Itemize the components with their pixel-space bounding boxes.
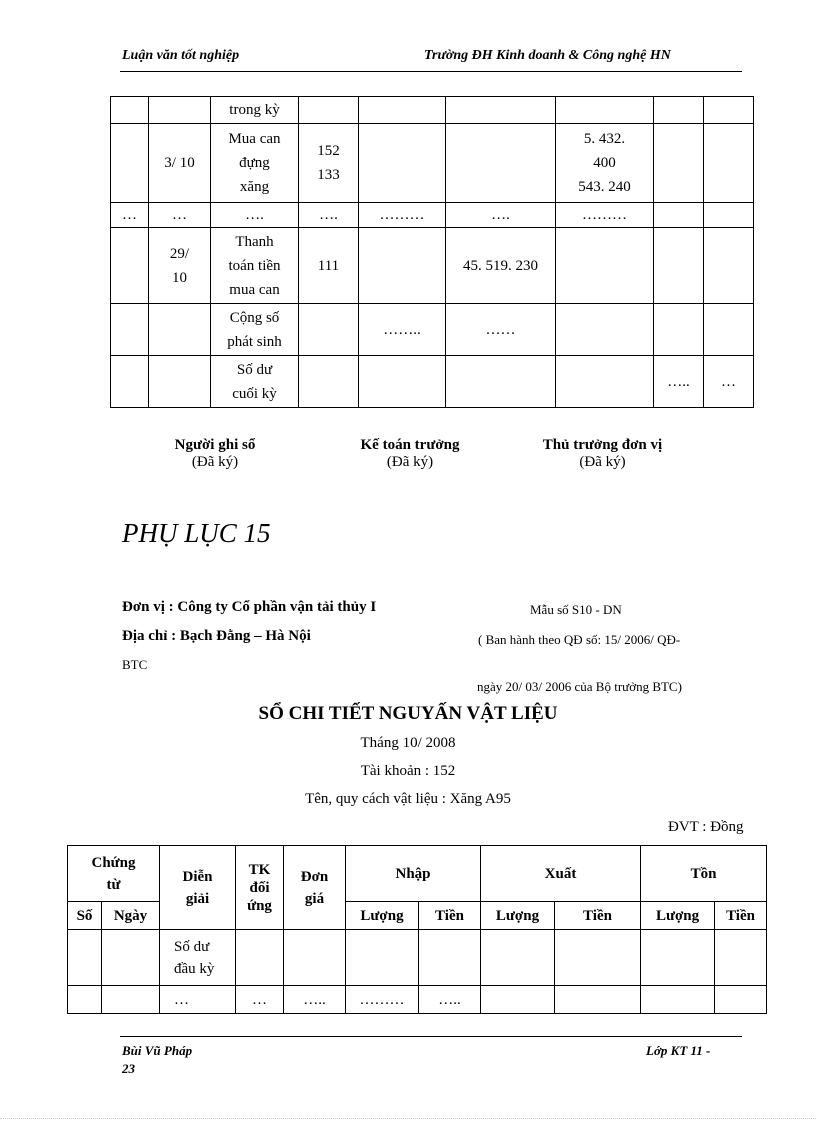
ledger-month: Tháng 10/ 2008 xyxy=(360,735,456,751)
table-cell xyxy=(704,124,754,203)
table-cell xyxy=(346,930,419,986)
table-row xyxy=(68,986,767,1014)
table-cell: …. xyxy=(446,203,556,228)
table-cell: … xyxy=(236,986,284,1014)
issued-line-3: ngày 20/ 03/ 2006 của Bộ trưởng BTC) xyxy=(477,679,682,694)
header-divider xyxy=(120,71,742,72)
table-cell: 3/ 10 xyxy=(149,124,211,203)
table-cell: Số dư đầu kỳ xyxy=(160,930,236,986)
footer-divider xyxy=(120,1036,742,1037)
table-row xyxy=(111,228,754,304)
table-cell xyxy=(359,356,446,408)
table-cell: ….. xyxy=(654,356,704,408)
table-cell xyxy=(715,930,767,986)
header-import: Nhập xyxy=(346,846,481,902)
issued-line-2: BTC xyxy=(122,657,148,672)
table-row xyxy=(111,203,754,228)
table-cell: … xyxy=(111,203,149,228)
table-cell xyxy=(555,930,641,986)
signature-note: (Đã ký) xyxy=(191,454,239,470)
table-cell xyxy=(654,203,704,228)
table-cell xyxy=(284,930,346,986)
table-cell: … xyxy=(704,356,754,408)
table-cell: ….. xyxy=(284,986,346,1014)
table-cell xyxy=(556,228,654,304)
header-stock-amount: Tiền xyxy=(715,902,767,930)
table-cell: …….. xyxy=(359,304,446,356)
table-cell xyxy=(704,304,754,356)
page-edge xyxy=(0,1118,816,1119)
table-cell: 152 133 xyxy=(299,124,359,203)
table-cell xyxy=(654,124,704,203)
table-cell: 29/ 10 xyxy=(149,228,211,304)
company-address: Địa chỉ : Bạch Đằng – Hà Nội xyxy=(122,628,311,644)
table-cell xyxy=(481,986,555,1014)
table-cell xyxy=(111,356,149,408)
table-cell: ……… xyxy=(556,203,654,228)
table-cell xyxy=(446,124,556,203)
table-cell xyxy=(102,930,160,986)
table-cell xyxy=(236,930,284,986)
header-left: Luận văn tốt nghiệp xyxy=(122,48,240,63)
table-cell xyxy=(111,228,149,304)
header-stock: Tồn xyxy=(641,846,767,902)
table-cell xyxy=(555,986,641,1014)
header-price: Đơn giá xyxy=(284,846,346,930)
signature-note: (Đã ký) xyxy=(579,454,626,470)
table-cell xyxy=(359,97,446,124)
table-cell: …. xyxy=(211,203,299,228)
table-cell xyxy=(149,304,211,356)
table-cell xyxy=(111,124,149,203)
table-cell xyxy=(446,356,556,408)
table-cell: 5. 432. 400 543. 240 xyxy=(556,124,654,203)
table-cell: … xyxy=(149,203,211,228)
table-row xyxy=(111,124,754,203)
table-cell xyxy=(654,304,704,356)
header-no: Số xyxy=(68,902,102,930)
table-cell: 111 xyxy=(299,228,359,304)
table-row xyxy=(68,930,767,986)
table-cell xyxy=(111,304,149,356)
signature-title: Người ghi sổ xyxy=(174,437,256,453)
signature-note: (Đã ký) xyxy=(386,454,434,470)
table-cell xyxy=(359,228,446,304)
header-account: TK đối ứng xyxy=(236,846,284,930)
ledger-table-body xyxy=(111,97,754,408)
signature-title: Thủ trưởng đơn vị xyxy=(542,437,663,453)
table-cell xyxy=(556,304,654,356)
footer-author: Bùi Vũ Pháp xyxy=(122,1043,193,1058)
table-row xyxy=(111,97,754,124)
table-cell xyxy=(715,986,767,1014)
footer-page-number: 23 xyxy=(122,1061,135,1076)
ledger-title: SỔ CHI TIẾT NGUYẤN VẬT LIỆU xyxy=(258,703,558,724)
table-row xyxy=(111,304,754,356)
footer-class: Lớp KT 11 - xyxy=(646,1043,711,1058)
currency-unit: ĐVT : Đồng xyxy=(668,819,744,835)
table-cell xyxy=(481,930,555,986)
header-stock-qty: Lượng xyxy=(641,902,715,930)
header-export: Xuất xyxy=(481,846,641,902)
ledger-table-continued xyxy=(110,96,754,408)
table-cell xyxy=(149,97,211,124)
material-ledger-table xyxy=(67,845,767,1014)
ledger-account: Tài khoản : 152 xyxy=(360,763,456,779)
table-cell xyxy=(419,930,481,986)
signature-recorder xyxy=(140,437,290,471)
table-cell xyxy=(68,930,102,986)
table-cell: …… xyxy=(446,304,556,356)
table-cell xyxy=(704,228,754,304)
header-description: Diễn giải xyxy=(160,846,236,930)
table-cell: … xyxy=(160,986,236,1014)
table-cell xyxy=(641,986,715,1014)
signature-title: Kế toán trưởng xyxy=(360,437,460,453)
table-cell xyxy=(68,986,102,1014)
table-cell: Mua can đựng xăng xyxy=(211,124,299,203)
table-cell xyxy=(111,97,149,124)
appendix-title: PHỤ LỤC 15 xyxy=(122,518,271,548)
table-cell xyxy=(556,97,654,124)
signature-unit-head xyxy=(515,437,690,471)
table-cell: …. xyxy=(299,203,359,228)
header-import-qty: Lượng xyxy=(346,902,419,930)
ledger-material: Tên, quy cách vật liệu : Xăng A95 xyxy=(305,791,511,807)
table-cell: Cộng số phát sinh xyxy=(211,304,299,356)
table-cell: trong kỳ xyxy=(211,97,299,124)
company-unit: Đơn vị : Công ty Cổ phần vận tải thủy I xyxy=(122,599,377,615)
table-cell xyxy=(299,304,359,356)
table-cell: 45. 519. 230 xyxy=(446,228,556,304)
table-cell: ….. xyxy=(419,986,481,1014)
form-number: Mẫu số S10 - DN xyxy=(530,602,622,617)
table-cell xyxy=(654,97,704,124)
table-cell: ……… xyxy=(359,203,446,228)
table-cell: Số dư cuối kỳ xyxy=(211,356,299,408)
table-row xyxy=(111,356,754,408)
header-date: Ngày xyxy=(102,902,160,930)
material-ledger-body xyxy=(68,930,767,1014)
table-cell: ……… xyxy=(346,986,419,1014)
header-voucher: Chứng từ xyxy=(68,846,160,902)
table-cell xyxy=(654,228,704,304)
table-cell xyxy=(102,986,160,1014)
table-cell xyxy=(641,930,715,986)
table-cell xyxy=(299,356,359,408)
table-cell xyxy=(556,356,654,408)
header-right: Trường ĐH Kinh doanh & Công nghệ HN xyxy=(424,48,671,63)
issued-line-1: ( Ban hành theo QĐ số: 15/ 2006/ QĐ- xyxy=(478,632,681,647)
header-import-amount: Tiền xyxy=(419,902,481,930)
header-export-qty: Lượng xyxy=(481,902,555,930)
table-cell xyxy=(704,203,754,228)
table-cell xyxy=(299,97,359,124)
table-cell xyxy=(359,124,446,203)
table-cell xyxy=(149,356,211,408)
table-cell: Thanh toán tiền mua can xyxy=(211,228,299,304)
table-cell xyxy=(704,97,754,124)
signature-chief-accountant xyxy=(330,437,490,471)
table-cell xyxy=(446,97,556,124)
header-export-amount: Tiền xyxy=(555,902,641,930)
